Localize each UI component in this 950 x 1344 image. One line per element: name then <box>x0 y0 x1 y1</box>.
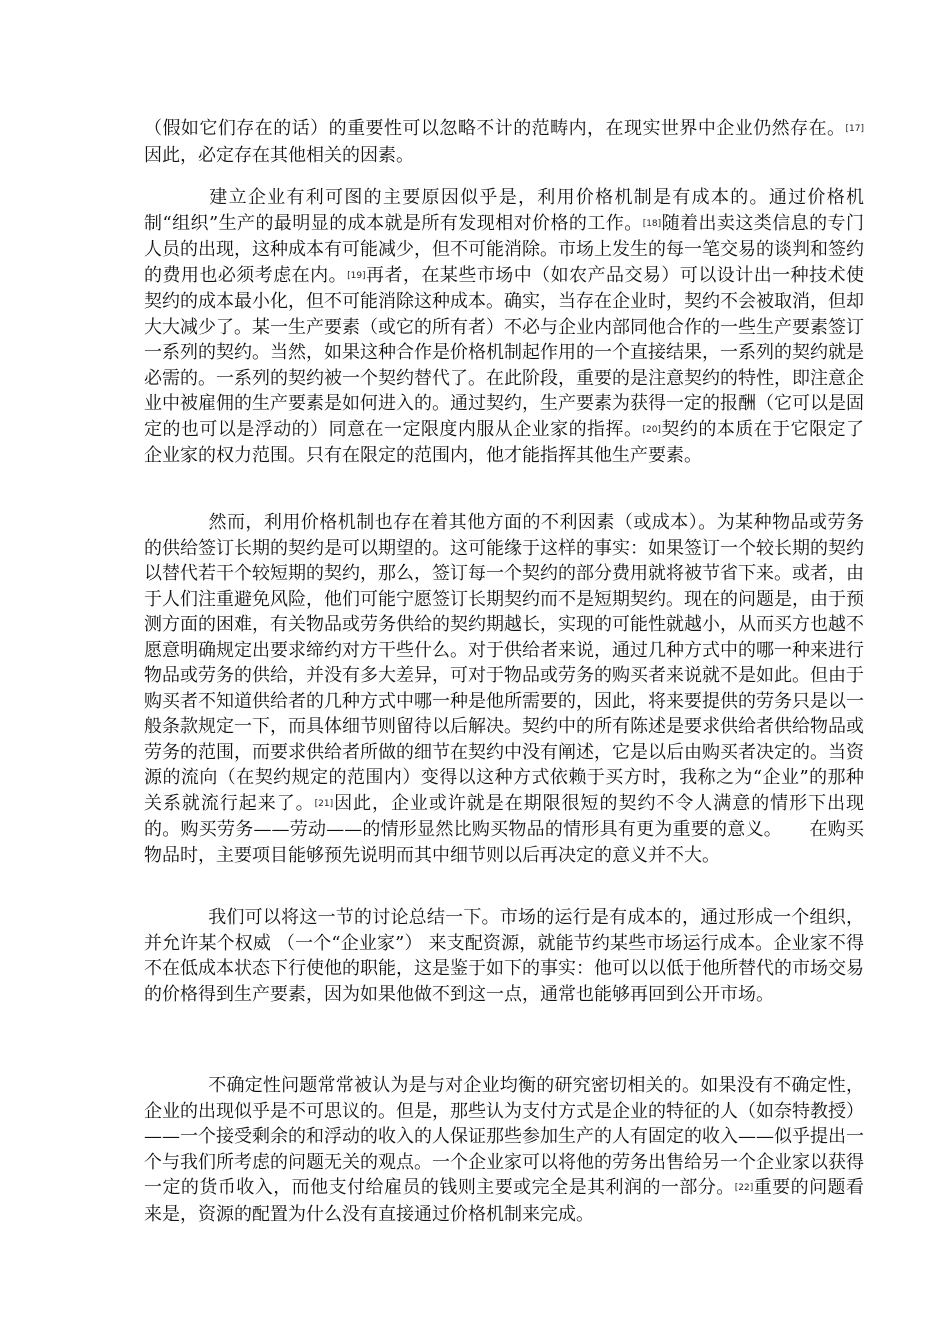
footnote-reference: [17] <box>845 124 864 134</box>
paragraph-4 <box>144 905 864 1007</box>
paragraph-text: 重要的问题看来是，资源的配置为什么没有直接通过价格机制来完成。 <box>144 1177 864 1225</box>
paragraph-text: 契约的本质在于它限定了企业家的权力范围。只有在限定的范围内，他才能指挥其他生产要素。 <box>144 418 865 466</box>
paragraph-text: 然而，利用价格机制也存在着其他方面的不利因素（或成本）。为某种物品或劳务的供给签订长期的契约是可以期望的。这可能缘于这样的事实：如果签订一个较长期的契约以替代若干个较短期的契约，那么，签订每一个契约的部分费用就将被节省下来。或者，由于人们注重避免风险，他们可能宁愿签订长期契约而不是短期契约。现在的问题是，由于预测方面的困难，有关物品或劳务供给的契约期越长，实现的可能性就越小，从而买方也越不愿意明确规定出要求缔约对方干些什么。对于供给者来说，通过几种方式中的哪一种来进行物品或劳务的供给，并没有多大差异，可对于物品或劳务的购买者来说就不是如此。但由于购买者不知道供给者的几种方式中哪一种是他所需要的，因此，将来要提供的劳务只是以一般条款规定一下，而具体细节则留待以后解决。契约中的所有陈述是要求供给者供给物品或劳务的范围，而要求供给者所做的细节在契约中没有阐述，它是以后由购买者决定的。当资源的流向（在契约规定的范围内）变得以这种方式依赖于买方时，我称之为“企业”的那种关系就流行起来了。 <box>144 512 864 814</box>
paragraph-text: 我们可以将这一节的讨论总结一下。市场的运行是有成本的，通过形成一个组织，并允许某个权威 （一个“企业家”） 来支配资源，就能节约某些市场运行成本。企业家不得不在低成本状态下行使他的职能，这是鉴于如下的事实：他可以以低于他所替代的市场交易的价格得到生产要素，因为如果他做不到这一点，通常也能够再回到公开市场。 <box>144 907 864 1005</box>
footnote-reference: [21] <box>314 798 334 809</box>
paragraph-text: 随着出卖这类信息的专门人员的出现，这种成本有可能减少，但不可能消除。市场上发生的每一笔交易的谈判和签约的费用也必须考虑在内。 <box>144 212 864 286</box>
paragraph-3 <box>144 510 864 868</box>
paragraph-text: 因此，必定存在其他相关的因素。 <box>144 144 414 166</box>
paragraph-text: 因此，企业或许就是在期限很短的契约不令人满意的情形下出现的。购买劳务——劳动——的情形显然比购买物品的情形具有更为重要的意义。 在购买物品时，主要项目能够预先说明而其中细节则以后再决定的意义并不大。 <box>144 792 864 866</box>
paragraph-1 <box>144 116 864 168</box>
paragraph-text: 不确定性问题常常被认为是与对企业均衡的研究密切相关的。如果没有不确定性，企业的出现似乎是不可思议的。但是，那些认为支付方式是企业的特征的人（如奈特教授）——一个接受剩余的和浮动的收入的人保证那些参加生产的人有固定的收入——似乎提出一个与我们所考虑的问题无关的观点。一个企业家可以将他的劳务出售给另一个企业家以获得一定的货币收入，而他支付给雇员的钱则主要或完全是其利润的一部分。 <box>144 1075 864 1198</box>
paragraph-5 <box>144 1073 864 1227</box>
paragraph-text: 建立企业有利可图的主要原因似乎是，利用价格机制是有成本的。通过价格机制“组织”生产的最明显的成本就是所有发现相对价格的工作。 <box>144 187 864 234</box>
footnote-reference: [18] <box>642 218 662 229</box>
paragraph-2 <box>144 185 864 469</box>
paragraph-text: 再者，在某些市场中（如农产品交易）可以设计出一种技术使契约的成本最小化，但不可能消除这种成本。确实，当存在企业时，契约不会被取消，但却大大减少了。某一生产要素（或它的所有者）不必与企业内部同他合作的一些生产要素签订一系列的契约。当然，如果这种合作是价格机制起作用的一个直接结果，一系列的契约就是必需的。一系列的契约被一个契约替代了。在此阶段，重要的是注意契约的特性，即注意企业中被雇佣的生产要素是如何进入的。通过契约，生产要素为获得一定的报酬（它可以是固定的也可以是浮动的）同意在一定限度内服从企业家的指挥。 <box>144 264 865 440</box>
footnote-reference: [19] <box>347 270 366 281</box>
footnote-reference: [22] <box>734 1183 754 1193</box>
footnote-reference: [20] <box>642 424 661 435</box>
paragraph-text: （假如它们存在的话）的重要性可以忽略不计的范畴内，在现实世界中企业仍然存在。 <box>144 118 846 139</box>
